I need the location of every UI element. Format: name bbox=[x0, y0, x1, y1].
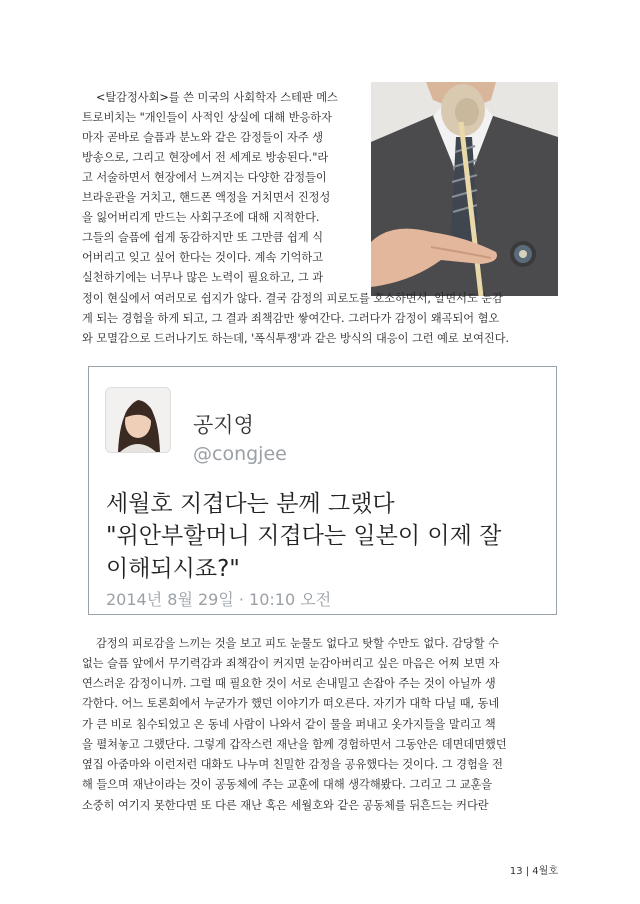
body-line: 소중히 여기지 못한다면 또 다른 재난 혹은 세월호와 같은 공동체를 뒤흔드는 커다란 bbox=[82, 799, 489, 812]
intro-line: <탈감정사회>를 쓴 미국의 사회학자 스테판 메스 bbox=[96, 91, 338, 104]
intro-line: 트로비치는 "개인들이 사적인 상실에 대해 반응하자 bbox=[82, 111, 332, 124]
tweet-text-line: "위안부할머니 지겹다는 일본이 이제 잘 bbox=[106, 523, 502, 549]
tweet-timestamp: 2014년 8월 29일 · 10:10 오전 bbox=[106, 590, 332, 609]
body-line: 각한다. 어느 토론회에서 누군가가 했던 이야기가 떠오른다. 자기가 대학 다닐 때, 동네 bbox=[82, 697, 500, 710]
intro-line: 어버리고 잊고 싶어 한다는 것이다. 계속 기억하고 bbox=[82, 251, 324, 264]
intro-line: 방송으로, 그리고 현장에서 전 세계로 방송된다."라 bbox=[82, 151, 329, 164]
tweet-author-handle: @congjee bbox=[193, 443, 287, 465]
page-number: 13 | 4월호 bbox=[509, 866, 558, 877]
body-line: 감정의 피로감을 느끼는 것을 보고 피도 눈물도 없다고 탓할 수만도 없다. 감당할 수 bbox=[96, 637, 499, 650]
avatar bbox=[105, 387, 171, 453]
intro-line: 브라운관을 거치고, 핸드폰 액정을 거치면서 진정성 bbox=[82, 191, 331, 204]
body-line: 연스러운 감정이니까. 그럴 때 필요한 것이 서로 손내밀고 손잡아 주는 것이 아닐까 생 bbox=[82, 677, 496, 690]
body-line: 해 들으며 재난이라는 것이 공동체에 주는 교훈에 대해 생각해봤다. 그리고 그 교훈을 bbox=[82, 778, 493, 791]
intro-line: 와 모멸감으로 드러나기도 하는데, '폭식투쟁'과 같은 방식의 대응이 그런 예로 보여진다. bbox=[82, 332, 510, 345]
intro-line: 게 되는 경험을 하게 되고, 그 결과 죄책감만 쌓여간다. 그러다가 감정이 왜곡되어 혐오 bbox=[82, 312, 500, 325]
body-line: 없는 슬픔 앞에서 무기력감과 죄책감이 커지면 눈감아버리고 싶은 마음은 어찌 보면 자 bbox=[82, 657, 500, 670]
article-photo bbox=[371, 82, 558, 296]
body-line: 가 큰 비로 침수되었고 온 동네 사람이 나와서 같이 물을 퍼내고 옷가지들을 말리고 책 bbox=[82, 718, 496, 731]
tweet-card bbox=[88, 366, 557, 615]
body-line: 을 펼쳐놓고 그랬단다. 그렇게 갑작스런 재난을 함께 경험하면서 그동안은 데면데면했던 bbox=[82, 738, 507, 751]
intro-line: 그들의 슬픔에 쉽게 동감하지만 또 그만큼 쉽게 식 bbox=[82, 231, 324, 244]
intro-line: 정이 현실에서 여러모로 쉽지가 않다. 결국 감정의 피로도를 호소하면서, 알면서도 눈감 bbox=[82, 292, 503, 305]
intro-line: 고 서술하면서 현장에서 느껴지는 다양한 감정들이 bbox=[82, 171, 327, 184]
intro-line: 을 잃어버리게 만드는 사회구조에 대해 지적한다. bbox=[82, 211, 320, 224]
tweet-text-line: 세월호 지겹다는 분께 그랬다 bbox=[106, 491, 395, 517]
intro-line: 마자 곧바로 슬픔과 분노와 같은 감정들이 자주 생 bbox=[82, 131, 324, 144]
intro-line: 실천하기에는 너무나 많은 노력이 필요하고, 그 과 bbox=[82, 271, 324, 284]
body-line: 옆집 아줌마와 이런저런 대화도 나누며 친밀한 감정을 공유했다는 것이다. 그 경험을 전 bbox=[82, 758, 503, 771]
tweet-author-name: 공지영 bbox=[193, 413, 254, 437]
tweet-text-line: 이해되시죠?" bbox=[106, 556, 240, 582]
